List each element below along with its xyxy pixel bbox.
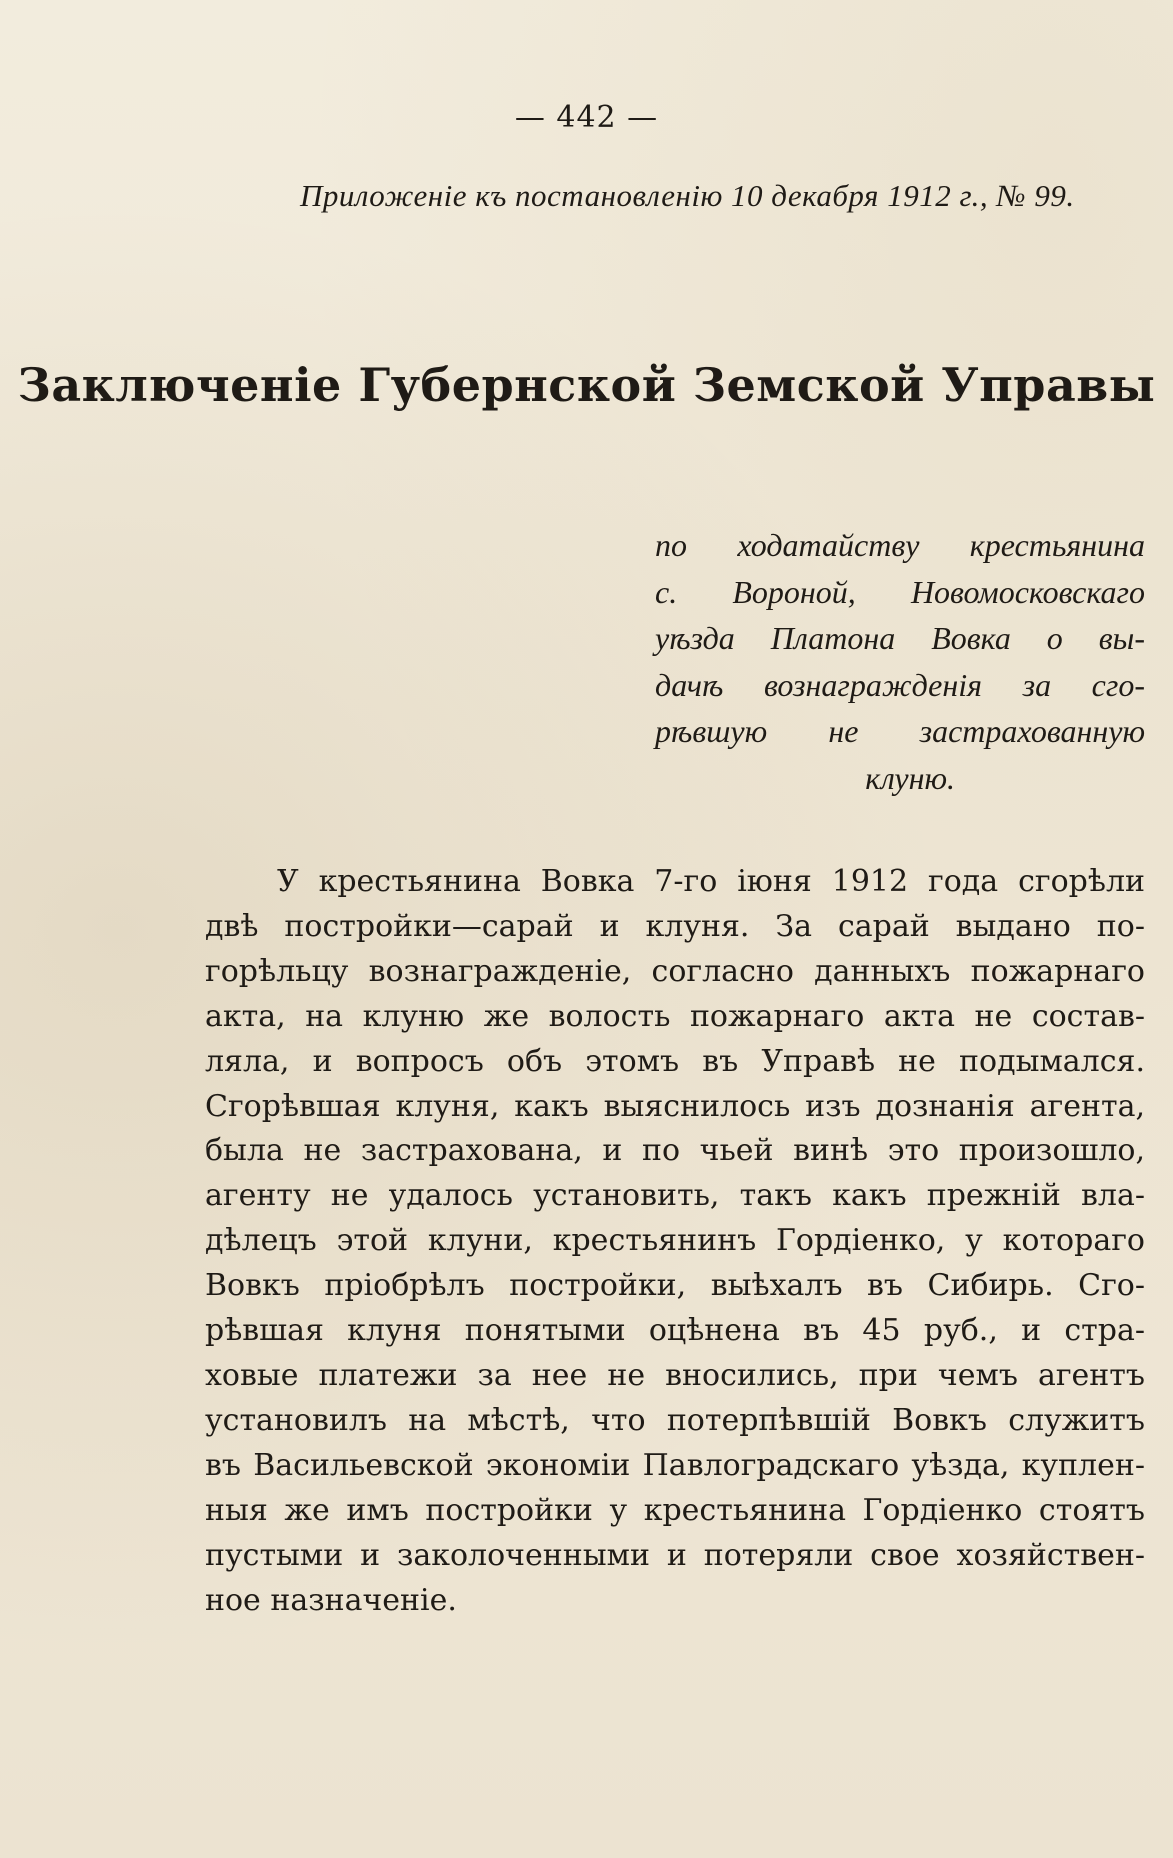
body-line: ховые платежи за нее не вносились, при чемъ агентъ bbox=[205, 1357, 1145, 1393]
subtitle-line: по ходатайству крестьянина bbox=[655, 527, 1145, 563]
subtitle-line: дачѣ вознагражденія за сго- bbox=[655, 666, 1145, 703]
body-line: установилъ на мѣстѣ, что потерпѣвшій Вовкъ служитъ bbox=[205, 1402, 1145, 1438]
body-line: пустыми и заколоченными и потеряли свое хозяйствен- bbox=[205, 1537, 1145, 1573]
subtitle-line: уѣзда Платона Вовка о вы- bbox=[655, 620, 1145, 656]
subtitle-line: рѣвшую не застрахованную bbox=[655, 713, 1145, 749]
body-line: была не застрахована, и по чьей винѣ это произошло, bbox=[205, 1133, 1145, 1169]
document-title: Заключеніе Губернской Земской Управы bbox=[17, 358, 1156, 412]
body-line: акта, на клуню же волость пожарнаго акта не состав- bbox=[205, 998, 1145, 1034]
appendix-note: Приложеніе къ постановленію 10 декабря 1912 г., № 99. bbox=[300, 178, 1075, 213]
body-line: рѣвшая клуня понятыми оцѣнена въ 45 руб., и стра- bbox=[205, 1313, 1145, 1349]
body-line: двѣ постройки—сарай и клуня. За сарай выдано по- bbox=[205, 908, 1145, 944]
body-line: Вовкъ пріобрѣлъ постройки, выѣхалъ въ Сибирь. Сго- bbox=[205, 1268, 1145, 1304]
body-paragraph bbox=[205, 860, 1145, 1623]
body-line: ляла, и вопросъ объ этомъ въ Управѣ не подымался. bbox=[205, 1043, 1145, 1079]
subtitle-line: с. Вороной, Новомосковскаго bbox=[655, 573, 1145, 610]
body-line: агенту не удалось установить, такъ какъ прежній вла- bbox=[205, 1178, 1145, 1214]
page-number: — 442 — bbox=[514, 100, 659, 135]
body-line: горѣльцу вознагражденіе, согласно данныхъ пожарнаго bbox=[205, 953, 1145, 989]
body-line: У крестьянина Вовка 7-го іюня 1912 года сгорѣли bbox=[277, 864, 1145, 899]
body-line: ныя же имъ постройки у крестьянина Гордіенко стоятъ bbox=[205, 1492, 1145, 1528]
subtitle-line: клуню. bbox=[865, 759, 955, 796]
body-line: въ Васильевской экономіи Павлоградскаго уѣзда, куплен- bbox=[205, 1447, 1145, 1483]
body-line: ное назначеніе. bbox=[205, 1582, 457, 1618]
document-subtitle bbox=[655, 522, 1145, 801]
body-line: Сгорѣвшая клуня, какъ выяснилось изъ дознанія агента, bbox=[205, 1088, 1145, 1124]
body-line: дѣлецъ этой клуни, крестьянинъ Гордіенко, у котораго bbox=[205, 1223, 1145, 1259]
